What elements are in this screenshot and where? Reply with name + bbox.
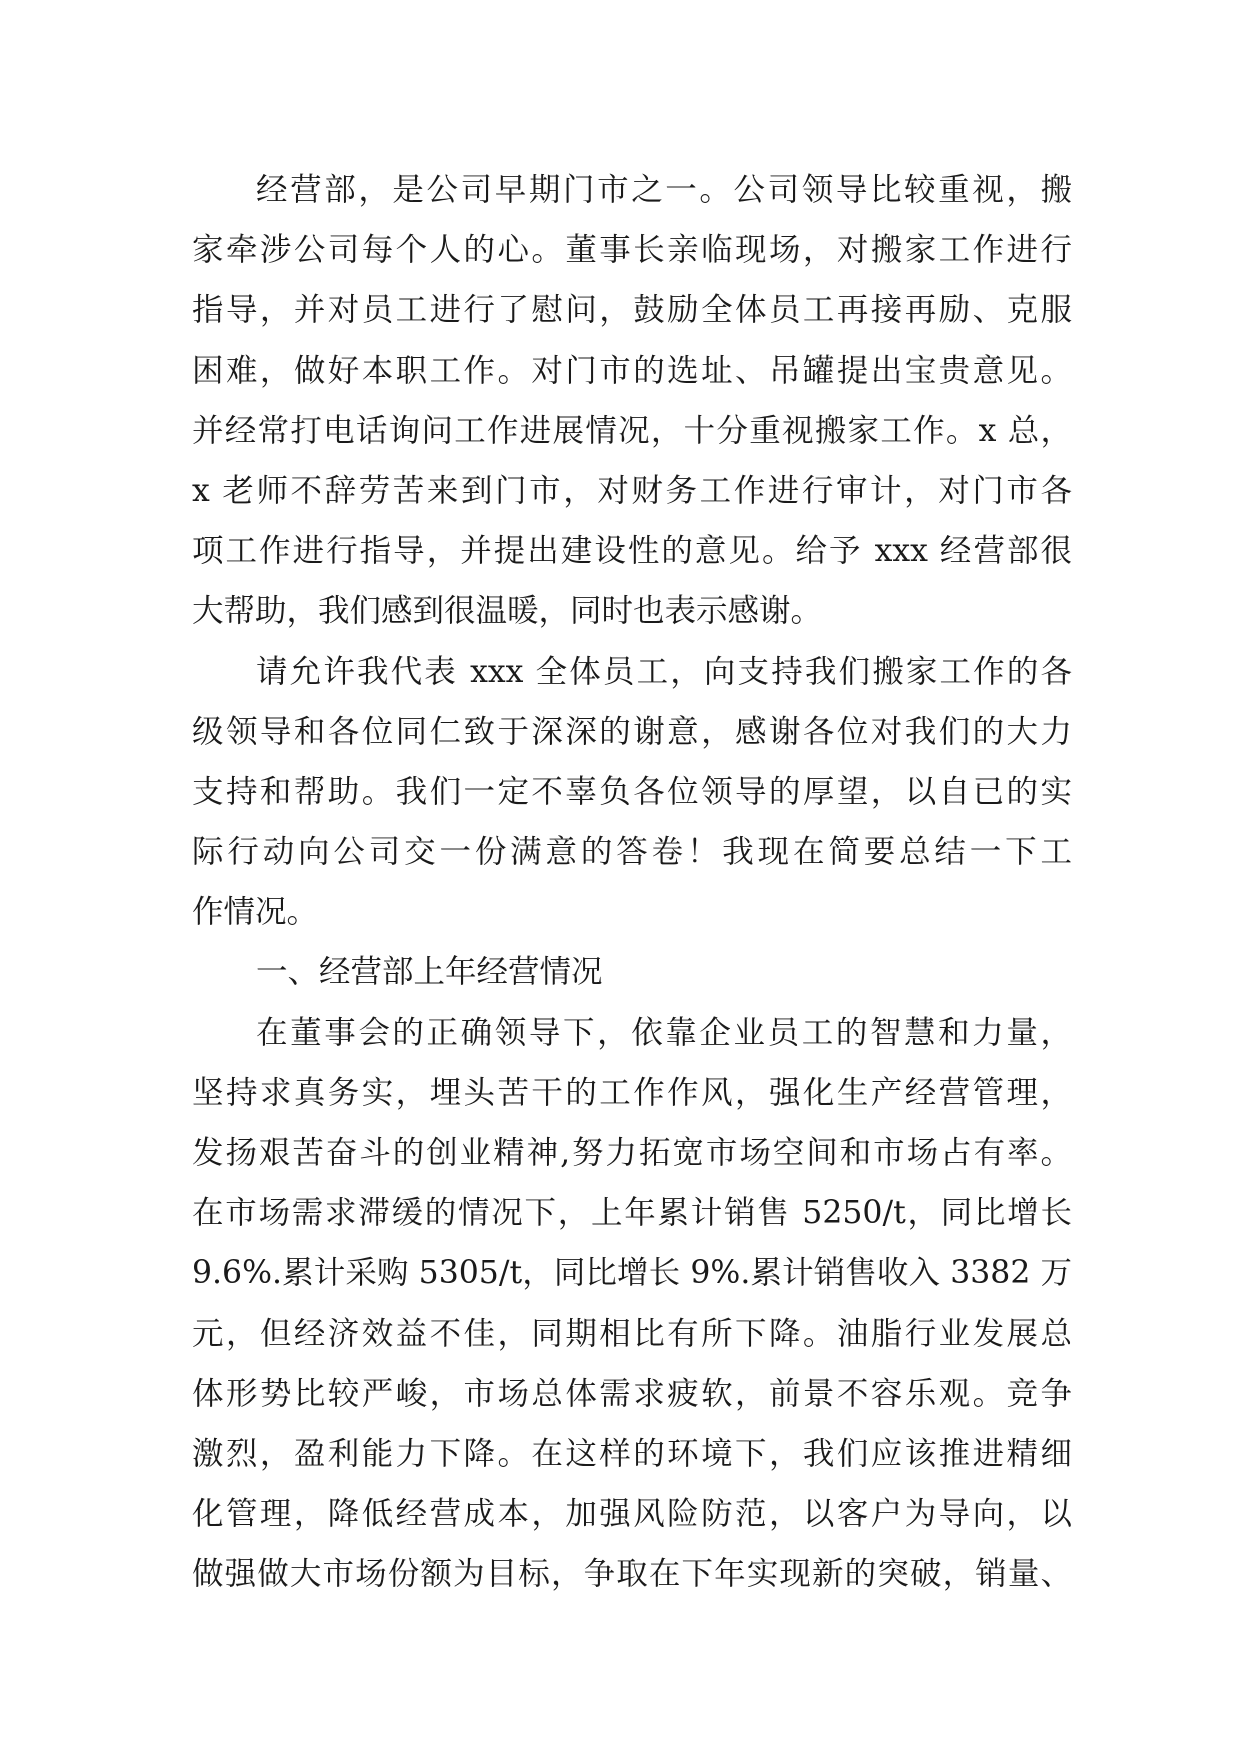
paragraph-line: 在董事会的正确领导下，依靠企业员工的智慧和力量， (256, 1014, 1072, 1051)
paragraph-line: 坚持求真务实，埋头苦干的工作作风，强化生产经营管理， (192, 1074, 1072, 1111)
paragraph-line: 元，但经济效益不佳，同期相比有所下降。油脂行业发展总 (192, 1315, 1072, 1352)
paragraph-line: 在市场需求滞缓的情况下，上年累计销售 5250/t，同比增长 (192, 1195, 1072, 1232)
paragraph-line: 困难，做好本职工作。对门市的选址、吊罐提出宝贵意见。 (192, 352, 1072, 389)
body-text (192, 160, 1072, 1605)
paragraph-line: 家牵涉公司每个人的心。董事长亲临现场，对搬家工作进行 (192, 232, 1072, 269)
paragraph-line: 请允许我代表 xxx 全体员工，向支持我们搬家工作的各 (256, 653, 1072, 690)
paragraph-line: 项工作进行指导，并提出建设性的意见。给予 xxx 经营部很 (192, 533, 1072, 570)
paragraph-line: 大帮助，我们感到很温暖，同时也表示感谢。 (192, 593, 823, 630)
paragraph-line: 体形势比较严峻，市场总体需求疲软，前景不容乐观。竞争 (192, 1375, 1072, 1412)
paragraph-line: 发扬艰苦奋斗的创业精神,努力拓宽市场空间和市场占有率。 (192, 1135, 1072, 1171)
paragraph-line: 经营部，是公司早期门市之一。公司领导比较重视，搬 (256, 172, 1072, 208)
paragraph-line: 并经常打电话询问工作进展情况，十分重视搬家工作。x 总， (192, 412, 1072, 449)
paragraph-line: 做强做大市场份额为目标，争取在下年实现新的突破，销量、 (192, 1556, 1072, 1593)
paragraph-line: 支持和帮助。我们一定不辜负各位领导的厚望，以自已的实 (192, 773, 1072, 810)
paragraph-line: 际行动向公司交一份满意的答卷！我现在简要总结一下工 (192, 834, 1072, 871)
paragraph-line: 作情况。 (192, 894, 319, 931)
paragraph-line: 级领导和各位同仁致于深深的谢意，感谢各位对我们的大力 (192, 713, 1072, 750)
paragraph-line: x 老师不辞劳苦来到门市，对财务工作进行审计，对门市各 (192, 472, 1072, 509)
section-heading: 一、经营部上年经营情况 (256, 954, 603, 991)
paragraph-line: 激烈，盈利能力下降。在这样的环境下，我们应该推进精细 (192, 1435, 1072, 1472)
paragraph-line: 化管理，降低经营成本，加强风险防范，以客户为导向，以 (192, 1496, 1072, 1533)
paragraph-line: 9.6%.累计采购 5305/t，同比增长 9%.累计销售收入 3382 万 (192, 1255, 1072, 1292)
paragraph-line: 指导，并对员工进行了慰问，鼓励全体员工再接再励、克服 (192, 292, 1072, 329)
